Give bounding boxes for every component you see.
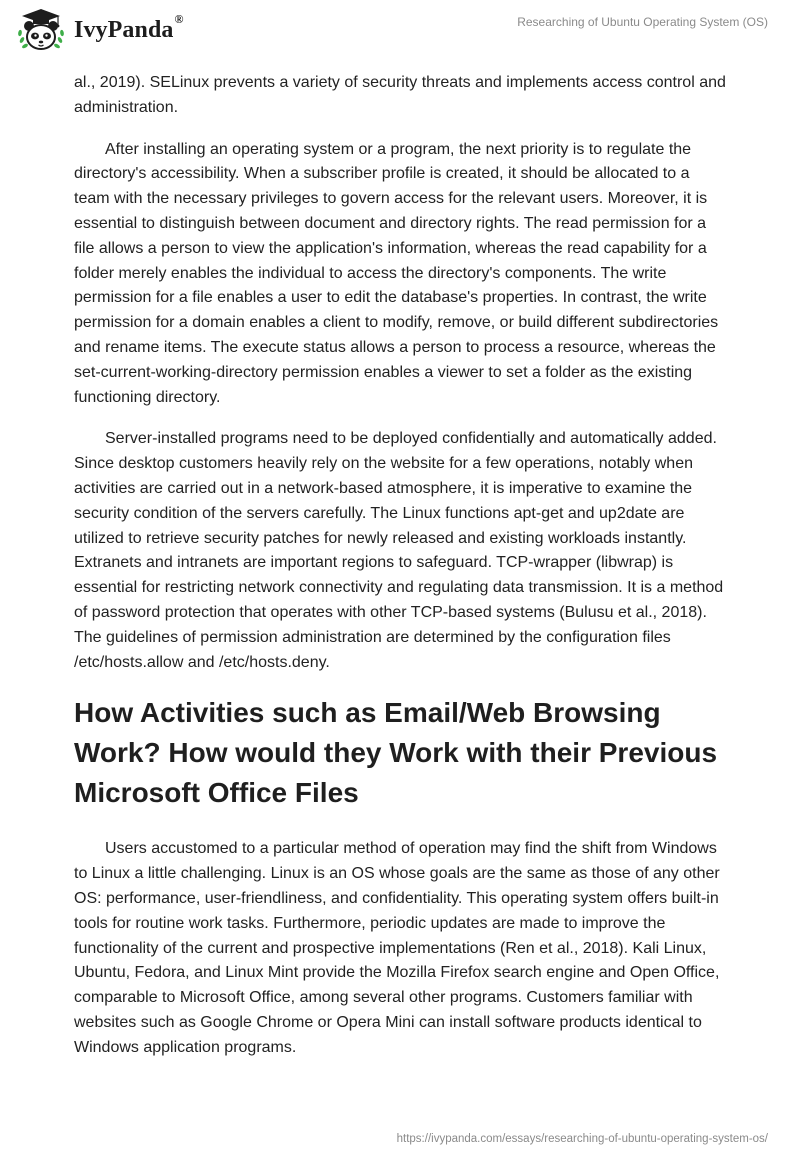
paragraph-server-security: Server-installed programs need to be deployed confidentially and automatically added. Since desktop customers heavily rely on the website for a few operations, notably when activities are carried out in a network-based atmosphere, it is imperative to examine the security condition of the servers carefully. The Linux functions apt-get and up2date are utilized to retrieve security patches for newly released and existing workloads instantly. Extranets and intranets are important regions to safeguard. TCP-wrapper (libwrap) is essential for restricting network connectivity and regulating data transmission. It is a method of password protection that operates with other TCP-based systems (Bulusu et al., 2018). The guidelines of permission administration are determined by the configuration files /etc/hosts.allow and /etc/hosts.deny.	[74, 430, 724, 671]
paragraph-continued: al., 2019). SELinux prevents a variety of security threats and implements access control and administration.	[74, 74, 726, 116]
ivypanda-logo[interactable]	[14, 6, 183, 54]
paragraph-permissions: After installing an operating system or a program, the next priority is to regulate the directory's accessibility. When a subscriber profile is created, it should be allocated to a team with the necessary privileges to govern access for the relevant users. Moreover, it is essential to distinguish between document and directory rights. The read permission for a file allows a person to view the application's information, whereas the read capability for a folder merely enables the individual to access the directory's components. The write permission for a file enables a user to edit the database's properties. In contrast, the write permission for a domain enables a client to modify, remove, or build different subdirectories and rename items. The execute status allows a person to process a resource, whereas the set-current-working-directory permission enables a viewer to set a folder as the existing functioning directory.	[74, 140, 719, 406]
paragraph-windows-to-linux: Users accustomed to a particular method of operation may find the shift from Windows to Linux a little challenging. Linux is an OS whose goals are the same as those of any other OS: performance, user-friendliness, and confidentiality. This operating system offers built-in tools for routine work tasks. Furthermore, periodic updates are made to improve the functionality of the current and prospective implementations (Ren et al., 2018). Kali Linux, Ubuntu, Fedora, and Linux Mint provide the Mozilla Firefox search engine and Open Office, comparable to Microsoft Office, among several other programs. Customers familiar with websites such as Google Chrome or Opera Mini can install software products identical to Windows application programs.	[74, 840, 720, 1056]
brand-name: IvyPanda	[74, 16, 174, 43]
document-title: Researching of Ubuntu Operating System (OS)	[517, 15, 768, 29]
section-heading: How Activities such as Email/Web Browsing Work? How would they Work with their Previous Microsoft Office Files	[74, 697, 718, 809]
page-header	[0, 0, 800, 64]
essay-content	[74, 71, 728, 1061]
panda-graduation-cap-icon	[14, 6, 68, 54]
registered-mark: ®	[174, 11, 184, 26]
source-url[interactable]: https://ivypanda.com/essays/researching-of-ubuntu-operating-system-os/	[396, 1133, 768, 1145]
